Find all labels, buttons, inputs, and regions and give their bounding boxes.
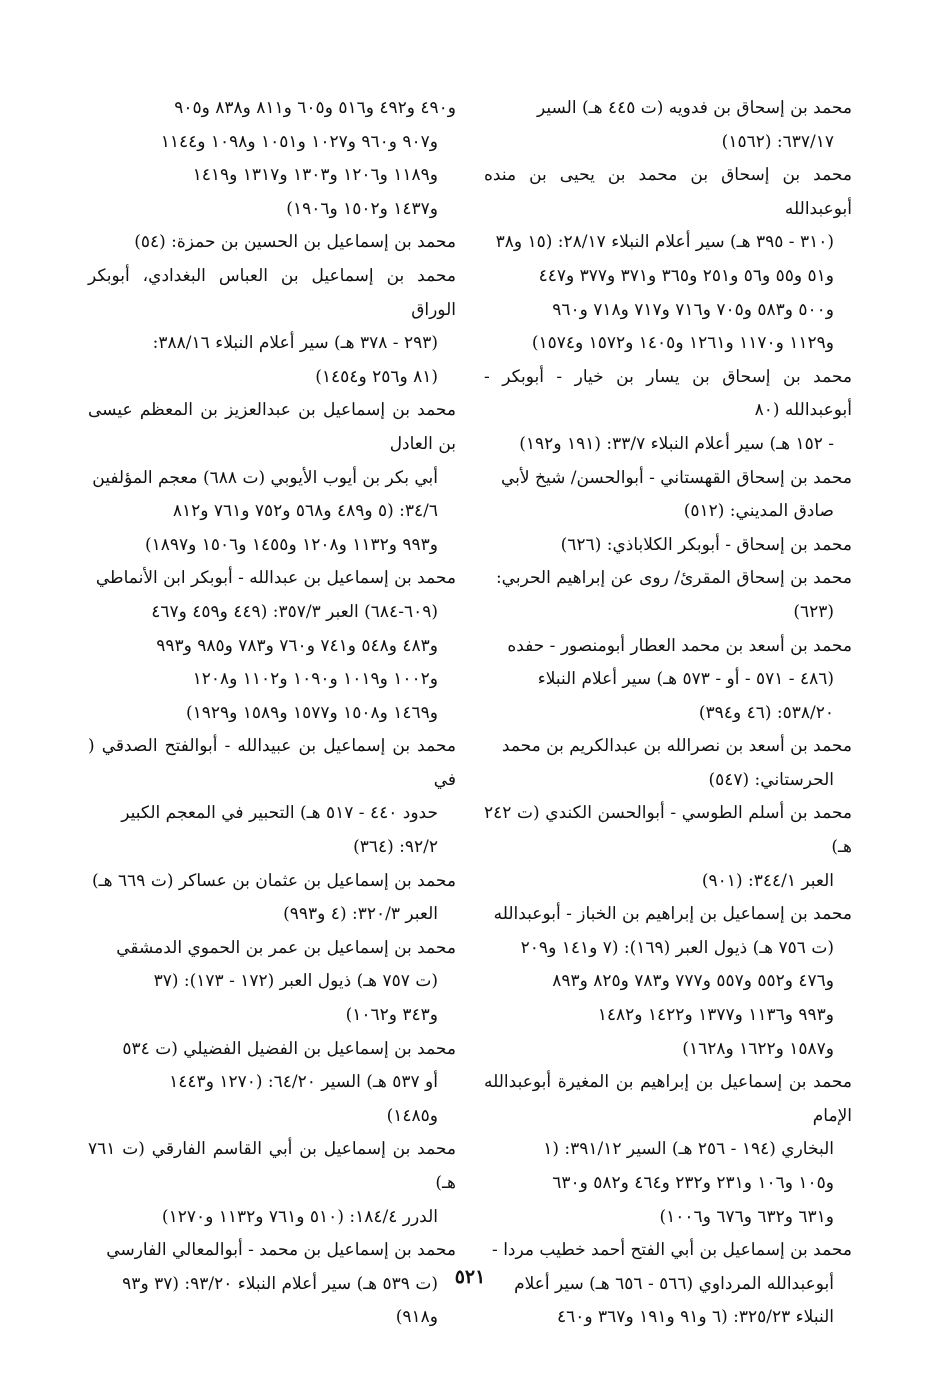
entry-continuation-line: ٩٢/٢: (٣٦٤) [353,837,438,858]
index-entry [484,797,852,898]
entry-heading-line: محمد بن إسماعيل بن عمر بن الحموي الدمشقي [116,937,456,958]
entry-heading-line: محمد بن إسحاق المقرئ/ روى عن إبراهيم الحربي: [495,568,852,589]
entry-continuation-line: (٦٢٣) [793,601,834,622]
entry-continuation-line: ٥٣٨/٢٠: (٤٦ و٣٩٤) [698,702,834,723]
entry-continuation-line: و١٤٦٩ و١٥٠٨ و١٥٧٧ و١٥٨٩ و١٩٢٩) [185,702,438,723]
entry-continuation-line: (٦٠٩-٦٨٤) العبر ٣٥٧/٣: (٤٤٩ و٤٥٩ و٤٦٧ [151,601,438,622]
entry-heading-line: محمد بن إسحاق بن محمد بن يحيى بن منده أبوعبدالله [484,165,852,219]
entry-continuation-line: (٤٨٦ - ٥٧١ - أو - ٥٧٣ هـ) سير أعلام النبلاء [537,669,834,690]
entry-continuation-line: و١١٨٩ و١٢٠٦ و١٣٠٣ و١٣١٧ و١٤١٩ [192,165,438,186]
entry-continuation-line: و٤٧٦ و٥٥٢ و٥٥٧ و٧٧٧ و٧٨٣ و٨٢٥ و٨٩٣ [552,971,834,992]
right-column [484,92,852,1335]
index-entry [484,361,852,462]
entry-heading-line: محمد بن إسماعيل بن عبدالعزيز بن المعظم عيسى بن العادل [88,400,456,454]
index-entry [484,159,852,361]
entry-heading-line: محمد بن إسحاق بن فدويه (ت ٤٤٥ هـ) السير [536,98,852,118]
index-columns [88,92,852,1335]
entry-heading-line: محمد بن إسماعيل بن الحسين بن حمزة: (٥٤) [134,232,456,253]
entry-continuation-line: الدرر ١٨٤/٤: (٥١٠ و٧٦١ و١١٣٢ و١٢٧٠) [161,1206,438,1227]
entry-continuation-line: البخاري (١٩٤ - ٢٥٦ هـ) السير ٣٩١/١٢: (١ [543,1139,834,1160]
index-entry [484,898,852,1066]
entry-heading-line: محمد بن إسماعيل بن عثمان بن عساكر (ت ٦٦٩ هـ) [92,870,456,891]
entry-continuation-line: و١٤٣٧ و١٥٠٢ و١٩٠٦) [286,198,438,219]
entry-continuation-line: و٣٤٣ و١٠٦٢) [345,1005,438,1026]
index-entry [484,529,852,563]
entry-heading-line: محمد بن إسماعيل بن الفضيل الفضيلي (ت ٥٣٤ [122,1038,456,1059]
left-column [88,92,456,1335]
entry-continuation-line: و١٤٨٥) [386,1105,438,1126]
index-entry [88,730,456,864]
entry-continuation-line: حدود ٤٤٠ - ٥١٧ هـ) التحبير في المعجم الكبير [121,803,438,824]
index-entry [484,562,852,629]
page-number: ٥٢١ [454,1266,486,1288]
entry-continuation-line: و٥١ و٥٥ و٥٦ و٢٥١ و٣٦٥ و٣٧١ و٣٧٧ و٤٤٧ [538,265,834,286]
index-entry [88,1033,456,1134]
entry-continuation-line: و١٠٥ و١٠٦ و٢٣١ و٢٣٢ و٤٦٤ و٥٨٢ و٦٣٠ [552,1173,834,1193]
index-entry [484,462,852,529]
entry-continuation-line: (٢٩٣ - ٣٧٨ هـ) سير أعلام النبلاء ٣٨٨/١٦: [152,333,438,354]
entry-continuation-line: النبلاء ٣٢٥/٢٣: (٦ و٩١ و١٩١ و٣٦٧ و٤٦٠ [557,1307,834,1328]
entry-heading-line: و٤٩٠ و٤٩٢ و٥١٦ و٦٠٥ و٨١١ و٨٣٨ و٩٠٥ [174,98,456,118]
entry-continuation-line: أو ٥٣٧ هـ) السير ٦٤/٢٠: (١٢٧٠ و١٤٤٣ [169,1072,438,1093]
entry-continuation-line: و١٠٠٢ و١٠١٩ و١٠٩٠ و١١٠٢ و١٢٠٨ [192,669,438,690]
index-entry [88,562,456,730]
index-entry [88,932,456,1033]
index-entry [484,92,852,159]
index-entry [88,260,456,394]
entry-continuation-line: و١١٢٩ و١١٧٠ و١٢٦١ و١٤٠٥ و١٥٧٢ و١٥٧٤) [531,333,834,354]
entry-continuation-line: (ت ٧٥٧ هـ) ذيول العبر (١٧٢ - ١٧٣): (٣٧ [153,971,438,992]
index-entry [484,1066,852,1234]
entry-continuation-line: العبر ٣٢٠/٣: (٤ و٩٩٣) [283,904,438,925]
entry-heading-line: محمد بن إسماعيل بن أبي الفتح أحمد خطيب مردا - [492,1240,852,1261]
entry-heading-line: محمد بن إسماعيل بن عبيدالله - أبوالفتح الصدقي ( في [88,736,456,790]
index-entry [88,92,456,226]
entry-continuation-line: و٤٨٣ و٥٤٨ و٧٤١ و٧٦٠ و٧٨٣ و٩٨٥ و٩٩٣ [156,635,438,656]
entry-continuation-line: الحرستاني: (٥٤٧) [708,769,834,790]
entry-continuation-line: ٦٣٧/١٧: (١٥٦٢) [721,131,834,152]
entry-continuation-line: و٩٠٧ و٩٦٠ و١٠٢٧ و١٠٥١ و١٠٩٨ و١١٤٤ [160,131,438,152]
entry-heading-line: محمد بن إسماعيل بن محمد - أبوالمعالي الفارسي [106,1240,456,1261]
entry-continuation-line: و٥٠٠ و٥٨٣ و٧٠٥ و٧١٦ و٧١٧ و٧١٨ و٩٦٠ [552,299,834,320]
entry-continuation-line: أبي بكر بن أيوب الأيوبي (ت ٦٨٨) معجم المؤلفين [92,467,438,488]
index-entry [484,730,852,797]
index-entry [88,865,456,932]
entry-continuation-line: (ت ٥٣٩ هـ) سير أعلام النبلاء ٩٣/٢٠: (٣٧ و٩٣ [122,1273,438,1294]
entry-heading-line: محمد بن إسحاق بن يسار بن خيار - أبوبكر - أبوعبدالله (٨٠ [484,366,852,421]
entry-heading-line: محمد بن إسماعيل بن أبي القاسم الفارقي (ت ٧٦١ هـ) [88,1139,456,1193]
index-entry [484,630,852,731]
entry-heading-line: محمد بن إسماعيل بن العباس البغدادي، أبوبكر الوراق [88,265,456,320]
entry-heading-line: محمد بن إسحاق القهستاني - أبوالحسن/ شيخ لأبي [501,467,852,488]
index-entry [88,226,456,260]
entry-continuation-line: و٩١٨) [395,1307,438,1328]
entry-heading-line: محمد بن إسماعيل بن إبراهيم بن الخباز - أبوعبدالله [493,904,852,925]
entry-continuation-line: ٣٤/٦: (٥ و٤٨٩ و٥٦٨ و٧٥٢ و٧٦١ و٨١٢ [172,501,438,522]
index-entry [88,394,456,562]
entry-heading-line: محمد بن إسماعيل بن عبدالله - أبوبكر ابن الأنماطي [95,568,456,589]
entry-heading-line: محمد بن إسحاق - أبوبكر الكلاباذي: (٦٢٦) [560,534,852,555]
index-entry [88,1133,456,1234]
entry-continuation-line: و١٥٨٧ و١٦٢٢ و١٦٢٨) [682,1038,834,1059]
entry-heading-line: محمد بن إسماعيل بن إبراهيم بن المغيرة أبوعبدالله الإمام [484,1072,852,1126]
entry-continuation-line: و٦٣١ و٦٣٢ و٦٧٦ و١٠٠٦) [659,1206,834,1227]
entry-continuation-line: و٩٩٣ و١١٣٦ و١٣٧٧ و١٤٢٢ و١٤٨٢ [597,1005,834,1026]
entry-continuation-line: صادق المديني: (٥١٢) [683,501,834,522]
entry-heading-line: محمد بن أسعد بن نصرالله بن عبدالكريم بن محمد [501,736,852,757]
entry-continuation-line: - ١٥٢ هـ) سير أعلام النبلاء ٣٣/٧: (١٩١ و١٩٢) [519,433,834,454]
entry-continuation-line: (٣١٠ - ٣٩٥ هـ) سير أعلام النبلاء ٢٨/١٧: (١٥ و٣٨ [495,232,834,253]
entry-continuation-line: أبوعبدالله المرداوي (٥٦٦ - ٦٥٦ هـ) سير أعلام [514,1273,834,1294]
entry-continuation-line: (ت ٧٥٦ هـ) ذيول العبر (١٦٩): (٧ و١٤١ و٢٠٩ [520,937,834,958]
entry-continuation-line: (٨١ و٢٥٦ و١٤٥٤) [315,366,438,387]
entry-continuation-line: و٩٩٣ و١١٣٢ و١٢٠٨ و١٤٥٥ و١٥٠٦ و١٨٩٧) [144,534,438,555]
entry-heading-line: محمد بن أسلم الطوسي - أبوالحسن الكندي (ت ٢٤٢ هـ) [484,803,852,858]
entry-heading-line: محمد بن أسعد بن محمد العطار أبومنصور - حفده [507,635,852,656]
entry-continuation-line: العبر ٣٤٤/١: (٩٠١) [701,870,834,891]
